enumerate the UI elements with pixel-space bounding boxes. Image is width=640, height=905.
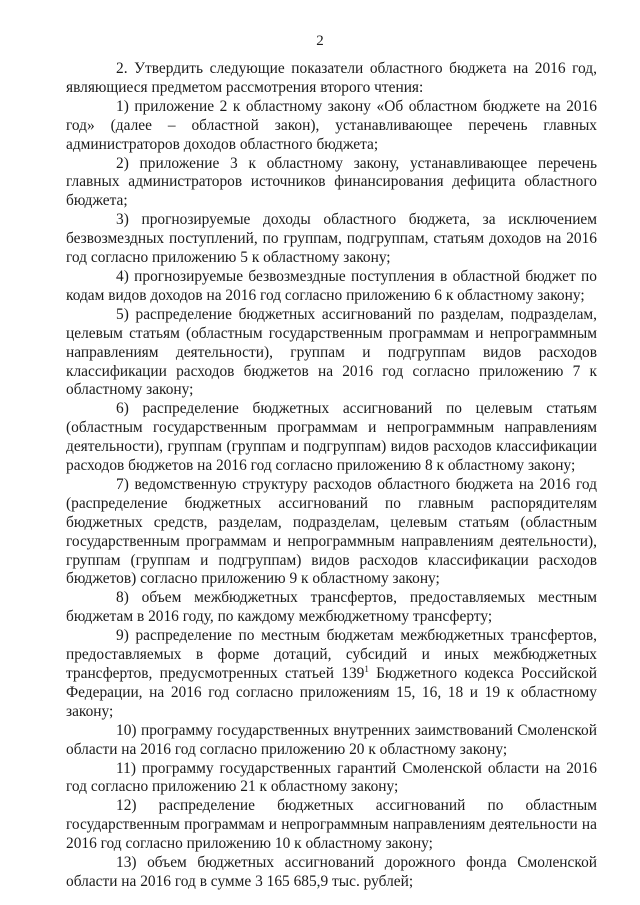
paragraph-item-4: 4) прогнозируемые безвозмездные поступления в областной бюджет по кодам видов доходов на 2016 год согласно приложению 6 к областному закону; <box>66 267 597 304</box>
paragraph-item-12: 12) распределение бюджетных ассигнований по областным государственным программам и непрограммным направлениям деятельности на 2016 год согласно приложению 10 к областному закону; <box>66 797 597 853</box>
article-superscript: 1 <box>364 664 369 674</box>
paragraph-intro: 2. Утвердить следующие показатели областного бюджета на 2016 год, являющиеся предметом рассмотрения второго чтения: <box>66 60 597 96</box>
paragraph-item-1: 1) приложение 2 к областному закону «Об областном бюджете на 2016 год» (далее – областной закон), устанавливающее перечень главных администраторов доходов областного бюджета; <box>66 97 597 153</box>
paragraph-item-6: 6) распределение бюджетных ассигнований по целевым статьям (областным государственным программам и непрограммным направлениям деятельности), группам (группам и подгруппам) видов расходов классификации расходов бюджетов на 2016 год согласно приложению 8 к областному закону; <box>66 400 597 475</box>
paragraph-item-9-text-start: 9) распределение по местным бюджетам межбюджетных трансфертов, предоставляемых в форме дотаций, субсидий и иных межбюджетных трансфертов, предусмотренных статьей 139 <box>66 627 597 682</box>
page-number: 2 <box>316 33 324 49</box>
paragraph-item-9 <box>66 627 597 722</box>
paragraph-item-13: 13) объем бюджетных ассигнований дорожного фонда Смоленской области на 2016 год в сумме 3 165 685,9 тыс. рублей; <box>66 854 597 890</box>
paragraph-item-7: 7) ведомственную структуру расходов областного бюджета на 2016 год (распределение бюджетных ассигнований по главным распорядителям бюджетных средств, разделам, подразделам, целевым статьям (областным государственным программам и непрограммным направлениям деятельности), группам (группам и подгруппам) видов расходов классификации расходов бюджетов) согласно приложению 9 к областному закону; <box>66 475 597 588</box>
paragraph-item-8: 8) объем межбюджетных трансфертов, предоставляемых местным бюджетам в 2016 году, по каждому межбюджетному трансферту; <box>66 589 597 626</box>
paragraph-item-9-text-end: Бюджетного кодекса Российской Федерации, на 2016 год согласно приложениям 15, 16, 18 и 19 к областному закону; <box>66 665 598 720</box>
document-body <box>66 60 597 892</box>
paragraph-item-2: 2) приложение 3 к областному закону, устанавливающее перечень главных администраторов источников финансирования дефицита областного бюджета; <box>66 154 597 210</box>
paragraph-item-5: 5) распределение бюджетных ассигнований по разделам, подразделам, целевым статьям (областным государственным программам и непрограммным направлениям деятельности), группам и подгруппам видов расходов классификации расходов бюджетов на 2016 год согласно приложению 7 к областному закону; <box>66 305 597 399</box>
paragraph-item-10: 10) программу государственных внутренних заимствований Смоленской области на 2016 год согласно приложению 20 к областному закону; <box>66 721 597 758</box>
paragraph-item-11: 11) программу государственных гарантий Смоленской области на 2016 год согласно приложению 21 к областному закону; <box>66 759 597 796</box>
paragraph-item-3: 3) прогнозируемые доходы областного бюджета, за исключением безвозмездных поступлений, по группам, подгруппам, статьям доходов на 2016 год согласно приложению 5 к областному закону; <box>66 211 597 267</box>
